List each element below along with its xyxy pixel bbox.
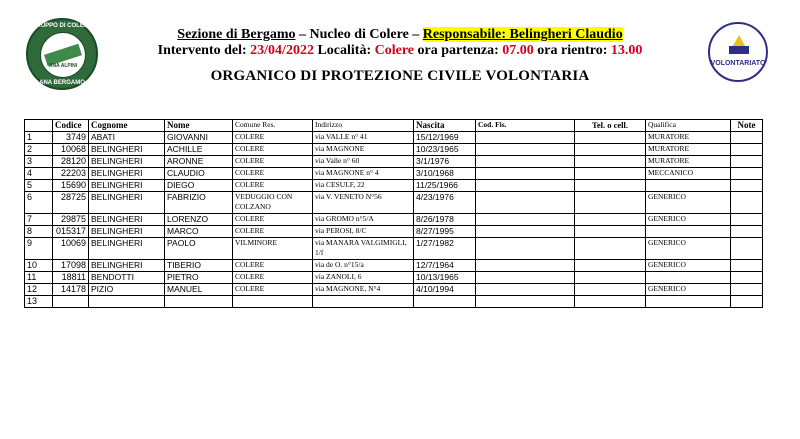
cell-note	[731, 272, 763, 284]
cell-nascita: 15/12/1969	[414, 132, 476, 144]
cell-note	[731, 180, 763, 192]
cell-comune: COLERE	[233, 226, 313, 238]
cell-tel	[575, 144, 646, 156]
start-label: ora partenza:	[414, 43, 503, 58]
cell-note	[731, 168, 763, 180]
cell-tel	[575, 168, 646, 180]
cell-cognome: BELINGHERI	[89, 168, 165, 180]
cell-nome: PIETRO	[165, 272, 233, 284]
table-row	[25, 238, 763, 260]
cell-cognome: BENDOTTI	[89, 272, 165, 284]
cell-indirizzo: via CESULF, 22	[313, 180, 414, 192]
cell-note	[731, 238, 763, 260]
table-row	[25, 260, 763, 272]
cell-nascita: 4/23/1976	[414, 192, 476, 214]
cell-comune: COLERE	[233, 180, 313, 192]
cell-qualifica	[646, 272, 731, 284]
cell-comune: COLERE	[233, 156, 313, 168]
cell-nome: ARONNE	[165, 156, 233, 168]
cell-cognome: BELINGHERI	[89, 260, 165, 272]
cell-row-index: 12	[25, 284, 53, 296]
table-row	[25, 284, 763, 296]
cell-indirizzo: via V. VENETO N°56	[313, 192, 414, 214]
col-header-index	[25, 120, 53, 132]
cell-qualifica: MURATORE	[646, 132, 731, 144]
table-row	[25, 180, 763, 192]
cell-qualifica: GENERICO	[646, 238, 731, 260]
cell-codice: 29875	[53, 214, 89, 226]
cell-comune: VEDUGGIO CON COLZANO	[233, 192, 313, 214]
cell-row-index: 11	[25, 272, 53, 284]
cell-codice: 14178	[53, 284, 89, 296]
col-header-codfis: Cod. Fis.	[476, 120, 575, 132]
cell-codice: 28120	[53, 156, 89, 168]
cell-row-index: 13	[25, 296, 53, 308]
col-header-cognome: Cognome	[89, 120, 165, 132]
table-row	[25, 144, 763, 156]
cell-row-index: 9	[25, 238, 53, 260]
cell-indirizzo: via GROMO n°5/A	[313, 214, 414, 226]
cell-nascita: 10/23/1965	[414, 144, 476, 156]
cell-row-index: 1	[25, 132, 53, 144]
intervention-date: 23/04/2022	[250, 43, 314, 58]
cell-nascita: 3/1/1976	[414, 156, 476, 168]
cell-codice: 3749	[53, 132, 89, 144]
cell-nome: PAOLO	[165, 238, 233, 260]
cell-indirizzo: via MAGNONE, N°4	[313, 284, 414, 296]
table-row	[25, 272, 763, 284]
cell-nascita: 1/27/1982	[414, 238, 476, 260]
cell-note	[731, 156, 763, 168]
cell-nome: MARCO	[165, 226, 233, 238]
cell-nome: LORENZO	[165, 214, 233, 226]
cell-cognome	[89, 296, 165, 308]
end-label: ora rientro:	[533, 43, 611, 58]
cell-nome: GIOVANNI	[165, 132, 233, 144]
location-value: Colere	[374, 43, 414, 58]
location-label: Località:	[313, 43, 375, 58]
cell-qualifica: GENERICO	[646, 192, 731, 214]
cell-comune: COLERE	[233, 272, 313, 284]
section-name: Sezione di Bergamo	[177, 27, 296, 42]
cell-indirizzo: via MANARA VALGIMIGLI, 1/f	[313, 238, 414, 260]
cell-note	[731, 192, 763, 214]
cell-cod-fis	[476, 192, 575, 214]
cell-cod-fis	[476, 238, 575, 260]
cell-indirizzo: via VALLE n° 41	[313, 132, 414, 144]
cell-indirizzo: via MAGNONE	[313, 144, 414, 156]
cell-qualifica: MURATORE	[646, 144, 731, 156]
table-row	[25, 192, 763, 214]
col-header-qualifica: Qualifica	[646, 120, 731, 132]
cell-codice: 10069	[53, 238, 89, 260]
cell-comune: VILMINORE	[233, 238, 313, 260]
cell-cod-fis	[476, 226, 575, 238]
cell-comune: COLERE	[233, 260, 313, 272]
cell-cognome: BELINGHERI	[89, 144, 165, 156]
cell-qualifica	[646, 296, 731, 308]
cell-row-index: 3	[25, 156, 53, 168]
cell-tel	[575, 180, 646, 192]
table-row	[25, 214, 763, 226]
document-title: ORGANICO DI PROTEZIONE CIVILE VOLONTARIA	[210, 68, 590, 84]
cell-indirizzo: via de O. n°15/a	[313, 260, 414, 272]
cell-cod-fis	[476, 296, 575, 308]
cell-nascita: 4/10/1994	[414, 284, 476, 296]
cell-cognome: PIZIO	[89, 284, 165, 296]
cell-cognome: BELINGHERI	[89, 180, 165, 192]
logo-label: VOLONTARIATO	[710, 60, 766, 67]
cell-codice: 10068	[53, 144, 89, 156]
cell-tel	[575, 156, 646, 168]
cell-tel	[575, 284, 646, 296]
start-time: 07.00	[502, 43, 534, 58]
cell-tel	[575, 272, 646, 284]
logo-text-bottom: ANA BERGAMO	[39, 80, 85, 86]
cell-nascita: 11/25/1966	[414, 180, 476, 192]
cell-codice: 015317	[53, 226, 89, 238]
cell-codice: 28725	[53, 192, 89, 214]
cell-qualifica: GENERICO	[646, 260, 731, 272]
cell-row-index: 6	[25, 192, 53, 214]
cell-cod-fis	[476, 214, 575, 226]
cell-comune: COLERE	[233, 144, 313, 156]
cell-indirizzo: via PEROSI, 8/C	[313, 226, 414, 238]
header-line-2	[0, 43, 800, 59]
table-row	[25, 156, 763, 168]
end-time: 13.00	[610, 43, 643, 58]
table-row	[25, 132, 763, 144]
col-header-note: Note	[731, 120, 763, 132]
cell-cod-fis	[476, 132, 575, 144]
cell-qualifica: GENERICO	[646, 284, 731, 296]
cell-comune	[233, 296, 313, 308]
cell-cognome: BELINGHERI	[89, 226, 165, 238]
cell-qualifica: MURATORE	[646, 156, 731, 168]
cell-cod-fis	[476, 156, 575, 168]
cell-tel	[575, 238, 646, 260]
cell-codice: 18811	[53, 272, 89, 284]
cell-qualifica	[646, 180, 731, 192]
cell-comune: COLERE	[233, 168, 313, 180]
cell-cognome: ABATI	[89, 132, 165, 144]
cell-tel	[575, 260, 646, 272]
cell-nascita: 12/7/1964	[414, 260, 476, 272]
table-row	[25, 226, 763, 238]
table-header-row	[25, 120, 763, 132]
cell-cognome: BELINGHERI	[89, 156, 165, 168]
cell-qualifica: GENERICO	[646, 214, 731, 226]
cell-comune: COLERE	[233, 284, 313, 296]
cell-row-index: 2	[25, 144, 53, 156]
cell-nascita: 8/26/1978	[414, 214, 476, 226]
cell-row-index: 5	[25, 180, 53, 192]
col-header-indirizzo: Indirizzo	[313, 120, 414, 132]
header-line-1	[0, 27, 800, 43]
cell-note	[731, 132, 763, 144]
cell-cognome: BELINGHERI	[89, 214, 165, 226]
separator: –	[295, 27, 310, 42]
cell-nome: MANUEL	[165, 284, 233, 296]
cell-comune: COLERE	[233, 214, 313, 226]
col-header-comune: Comune Res.	[233, 120, 313, 132]
cell-nascita: 8/27/1995	[414, 226, 476, 238]
cell-indirizzo: via MAGNONE n° 4	[313, 168, 414, 180]
cell-nome: TIBERIO	[165, 260, 233, 272]
cell-codice	[53, 296, 89, 308]
date-label: Intervento del:	[157, 43, 251, 58]
col-header-codice: Codice	[53, 120, 89, 132]
cell-tel	[575, 192, 646, 214]
logo-text-top: GRUPPO DI COLERE	[31, 23, 93, 29]
cell-row-index: 7	[25, 214, 53, 226]
cell-nome: ACHILLE	[165, 144, 233, 156]
cell-tel	[575, 214, 646, 226]
cell-nascita: 3/10/1968	[414, 168, 476, 180]
col-header-nome: Nome	[165, 120, 233, 132]
cell-qualifica: MECCANICO	[646, 168, 731, 180]
table-row	[25, 168, 763, 180]
cell-row-index: 4	[25, 168, 53, 180]
separator: –	[408, 27, 423, 42]
cell-codice: 17098	[53, 260, 89, 272]
cell-cod-fis	[476, 168, 575, 180]
cell-row-index: 10	[25, 260, 53, 272]
cell-note	[731, 144, 763, 156]
cell-cod-fis	[476, 180, 575, 192]
cell-qualifica	[646, 226, 731, 238]
volunteer-table	[24, 119, 763, 308]
cell-codice: 22203	[53, 168, 89, 180]
cell-nome: CLAUDIO	[165, 168, 233, 180]
cell-note	[731, 226, 763, 238]
cell-cod-fis	[476, 144, 575, 156]
cell-nome: DIEGO	[165, 180, 233, 192]
cell-cod-fis	[476, 272, 575, 284]
table-body	[25, 132, 763, 308]
cell-row-index: 8	[25, 226, 53, 238]
unit-name: Nucleo di Colere	[309, 27, 409, 42]
cell-indirizzo	[313, 296, 414, 308]
cell-nome: FABRIZIO	[165, 192, 233, 214]
cell-cognome: BELINGHERI	[89, 192, 165, 214]
cell-nascita	[414, 296, 476, 308]
cell-note	[731, 214, 763, 226]
cell-cognome: BELINGHERI	[89, 238, 165, 260]
responsible-name: Responsabile: Belingheri Claudio	[422, 27, 623, 42]
cell-note	[731, 260, 763, 272]
table-row	[25, 296, 763, 308]
col-header-nascita: Nascita	[414, 120, 476, 132]
col-header-tel: Tel. o cell.	[575, 120, 646, 132]
cell-note	[731, 296, 763, 308]
cell-note	[731, 284, 763, 296]
cell-indirizzo: via Valle n° 60	[313, 156, 414, 168]
cell-comune: COLERE	[233, 132, 313, 144]
cell-tel	[575, 132, 646, 144]
cell-tel	[575, 296, 646, 308]
cell-indirizzo: via ZANOLI, 6	[313, 272, 414, 284]
logo-center-text: ANA ALPINI	[48, 63, 78, 69]
cell-nascita: 10/13/1965	[414, 272, 476, 284]
cell-cod-fis	[476, 260, 575, 272]
cell-tel	[575, 226, 646, 238]
cell-codice: 15690	[53, 180, 89, 192]
cell-nome	[165, 296, 233, 308]
cell-cod-fis	[476, 284, 575, 296]
